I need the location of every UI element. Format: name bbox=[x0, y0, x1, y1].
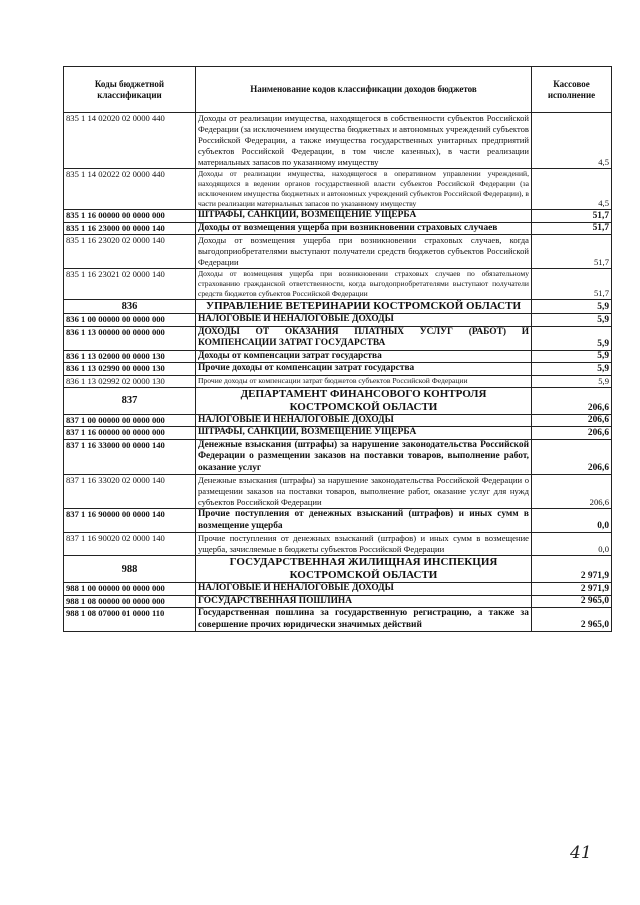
row-name: ШТРАФЫ, САНКЦИИ, ВОЗМЕЩЕНИЕ УЩЕРБА bbox=[196, 210, 532, 223]
row-name: Доходы от компенсации затрат государства bbox=[196, 350, 532, 363]
table-row bbox=[64, 608, 612, 632]
row-code: 837 1 16 33000 00 0000 140 bbox=[64, 439, 196, 475]
row-code: 837 1 16 90000 00 0000 140 bbox=[64, 509, 196, 533]
table-body bbox=[64, 113, 612, 632]
table-row bbox=[64, 595, 612, 608]
row-code: 836 1 13 02000 00 0000 130 bbox=[64, 350, 196, 363]
row-amount: 51,7 bbox=[532, 210, 612, 223]
table-row bbox=[64, 363, 612, 376]
table-row bbox=[64, 533, 612, 556]
table-row bbox=[64, 509, 612, 533]
row-name: Прочие доходы от компенсации затрат государства bbox=[196, 363, 532, 376]
table-row bbox=[64, 235, 612, 269]
row-amount: 5,9 bbox=[532, 300, 612, 314]
row-amount: 0,0 bbox=[532, 509, 612, 533]
row-name: УПРАВЛЕНИЕ ВЕТЕРИНАРИИ КОСТРОМСКОЙ ОБЛАСТИ bbox=[196, 300, 532, 314]
row-amount: 5,9 bbox=[532, 375, 612, 387]
row-name: Доходы от возмещения ущерба при возникновении страховых случаев, когда выгодоприобретателями выступают получатели средств бюджетов субъектов Российской Федерации bbox=[196, 235, 532, 269]
table-row bbox=[64, 169, 612, 210]
row-name: Денежные взыскания (штрафы) за нарушение законодательства Российской Федерации о размещении заказов на поставки товаров, выполнение работ, оказание услуг bbox=[196, 439, 532, 475]
table-row bbox=[64, 113, 612, 169]
table-row bbox=[64, 300, 612, 314]
row-amount: 51,7 bbox=[532, 235, 612, 269]
table-row bbox=[64, 439, 612, 475]
row-amount: 51,7 bbox=[532, 269, 612, 300]
table-row bbox=[64, 350, 612, 363]
row-amount: 0,0 bbox=[532, 533, 612, 556]
row-amount: 5,9 bbox=[532, 326, 612, 350]
table-row bbox=[64, 475, 612, 509]
row-code: 988 1 08 07000 01 0000 110 bbox=[64, 608, 196, 632]
row-name: Доходы от реализации имущества, находящегося в собственности субъектов Российской Федерации (за исключением имущества бюджетных и автономных учреждений субъектов Российской Федерации, а также имущества государственных унитарных предприятий субъектов Российской Федерации, в том числе казенных), в части реализации материальных запасов по указанному имуществу bbox=[196, 113, 532, 169]
row-code: 837 1 16 00000 00 0000 000 bbox=[64, 427, 196, 440]
row-name: Прочие доходы от компенсации затрат бюджетов субъектов Российской Федерации bbox=[196, 375, 532, 387]
row-code: 835 1 16 23021 02 0000 140 bbox=[64, 269, 196, 300]
header-amount: Кассовое исполнение bbox=[532, 67, 612, 113]
row-code: 988 bbox=[64, 556, 196, 583]
row-amount: 2 971,9 bbox=[532, 583, 612, 596]
row-amount: 206,6 bbox=[532, 427, 612, 440]
row-code: 836 1 00 00000 00 0000 000 bbox=[64, 314, 196, 327]
header-code: Коды бюджетной классификации bbox=[64, 67, 196, 113]
row-code: 836 1 13 02990 00 0000 130 bbox=[64, 363, 196, 376]
row-name: НАЛОГОВЫЕ И НЕНАЛОГОВЫЕ ДОХОДЫ bbox=[196, 314, 532, 327]
table-row bbox=[64, 387, 612, 414]
row-code: 988 1 08 00000 00 0000 000 bbox=[64, 595, 196, 608]
row-name: Прочие поступления от денежных взысканий (штрафов) и иных сумм в возмещение ущерба bbox=[196, 509, 532, 533]
row-name: Прочие поступления от денежных взысканий (штрафов) и иных сумм в возмещение ущерба, зачисляемые в бюджеты субъектов Российской Федерации bbox=[196, 533, 532, 556]
row-name: Денежные взыскания (штрафы) за нарушение законодательства Российской Федерации о размещении заказов на поставки товаров, выполнение работ, оказание услуг для нужд субъектов Российской Федерации bbox=[196, 475, 532, 509]
table-header-row bbox=[64, 67, 612, 113]
table-row bbox=[64, 269, 612, 300]
table-row bbox=[64, 414, 612, 427]
row-code: 837 bbox=[64, 387, 196, 414]
row-name: ШТРАФЫ, САНКЦИИ, ВОЗМЕЩЕНИЕ УЩЕРБА bbox=[196, 427, 532, 440]
row-amount: 4,5 bbox=[532, 113, 612, 169]
row-amount: 5,9 bbox=[532, 350, 612, 363]
row-name: Государственная пошлина за государственную регистрацию, а также за совершение прочих юридически значимых действий bbox=[196, 608, 532, 632]
row-code: 836 bbox=[64, 300, 196, 314]
row-amount: 5,9 bbox=[532, 363, 612, 376]
table-row bbox=[64, 314, 612, 327]
row-name: ГОСУДАРСТВЕННАЯ ЖИЛИЩНАЯ ИНСПЕКЦИЯ КОСТРОМСКОЙ ОБЛАСТИ bbox=[196, 556, 532, 583]
row-code: 837 1 00 00000 00 0000 000 bbox=[64, 414, 196, 427]
row-name: ДЕПАРТАМЕНТ ФИНАНСОВОГО КОНТРОЛЯ КОСТРОМСКОЙ ОБЛАСТИ bbox=[196, 387, 532, 414]
page-number: 41 bbox=[570, 843, 592, 863]
row-code: 835 1 16 23020 02 0000 140 bbox=[64, 235, 196, 269]
revenue-table bbox=[63, 66, 612, 632]
row-code: 837 1 16 33020 02 0000 140 bbox=[64, 475, 196, 509]
table-row bbox=[64, 556, 612, 583]
row-code: 988 1 00 00000 00 0000 000 bbox=[64, 583, 196, 596]
row-name: Доходы от возмещения ущерба при возникновении страховых случаев по обязательному страхованию гражданской ответственности, когда выгодоприобретателями выступают получатели средств бюджетов субъектов Российской Федерации bbox=[196, 269, 532, 300]
row-amount: 51,7 bbox=[532, 222, 612, 235]
row-amount: 2 971,9 bbox=[532, 556, 612, 583]
row-name: НАЛОГОВЫЕ И НЕНАЛОГОВЫЕ ДОХОДЫ bbox=[196, 583, 532, 596]
table-row bbox=[64, 222, 612, 235]
row-code: 835 1 16 23000 00 0000 140 bbox=[64, 222, 196, 235]
row-amount: 206,6 bbox=[532, 414, 612, 427]
row-code: 835 1 14 02020 02 0000 440 bbox=[64, 113, 196, 169]
row-amount: 2 965,0 bbox=[532, 608, 612, 632]
table-row bbox=[64, 427, 612, 440]
row-code: 835 1 14 02022 02 0000 440 bbox=[64, 169, 196, 210]
table-row bbox=[64, 326, 612, 350]
row-name: НАЛОГОВЫЕ И НЕНАЛОГОВЫЕ ДОХОДЫ bbox=[196, 414, 532, 427]
row-code: 836 1 13 02992 02 0000 130 bbox=[64, 375, 196, 387]
header-name: Наименование кодов классификации доходов бюджетов bbox=[196, 67, 532, 113]
row-amount: 4,5 bbox=[532, 169, 612, 210]
row-code: 835 1 16 00000 00 0000 000 bbox=[64, 210, 196, 223]
row-code: 836 1 13 00000 00 0000 000 bbox=[64, 326, 196, 350]
row-name: ГОСУДАРСТВЕННАЯ ПОШЛИНА bbox=[196, 595, 532, 608]
row-amount: 5,9 bbox=[532, 314, 612, 327]
row-amount: 206,6 bbox=[532, 475, 612, 509]
row-amount: 2 965,0 bbox=[532, 595, 612, 608]
row-amount: 206,6 bbox=[532, 439, 612, 475]
row-name: ДОХОДЫ ОТ ОКАЗАНИЯ ПЛАТНЫХ УСЛУГ (РАБОТ) И КОМПЕНСАЦИИ ЗАТРАТ ГОСУДАРСТВА bbox=[196, 326, 532, 350]
row-name: Доходы от реализации имущества, находящегося в оперативном управлении учреждений, находящихся в ведении органов государственной власти субъектов Российской Федерации (за исключением имущества бюджетных и автономных учреждений субъектов Российской Федерации), в части реализации материальных запасов по указанному имуществу bbox=[196, 169, 532, 210]
table-row bbox=[64, 375, 612, 387]
table-row bbox=[64, 583, 612, 596]
row-name: Доходы от возмещения ущерба при возникновении страховых случаев bbox=[196, 222, 532, 235]
row-code: 837 1 16 90020 02 0000 140 bbox=[64, 533, 196, 556]
row-amount: 206,6 bbox=[532, 387, 612, 414]
table-row bbox=[64, 210, 612, 223]
